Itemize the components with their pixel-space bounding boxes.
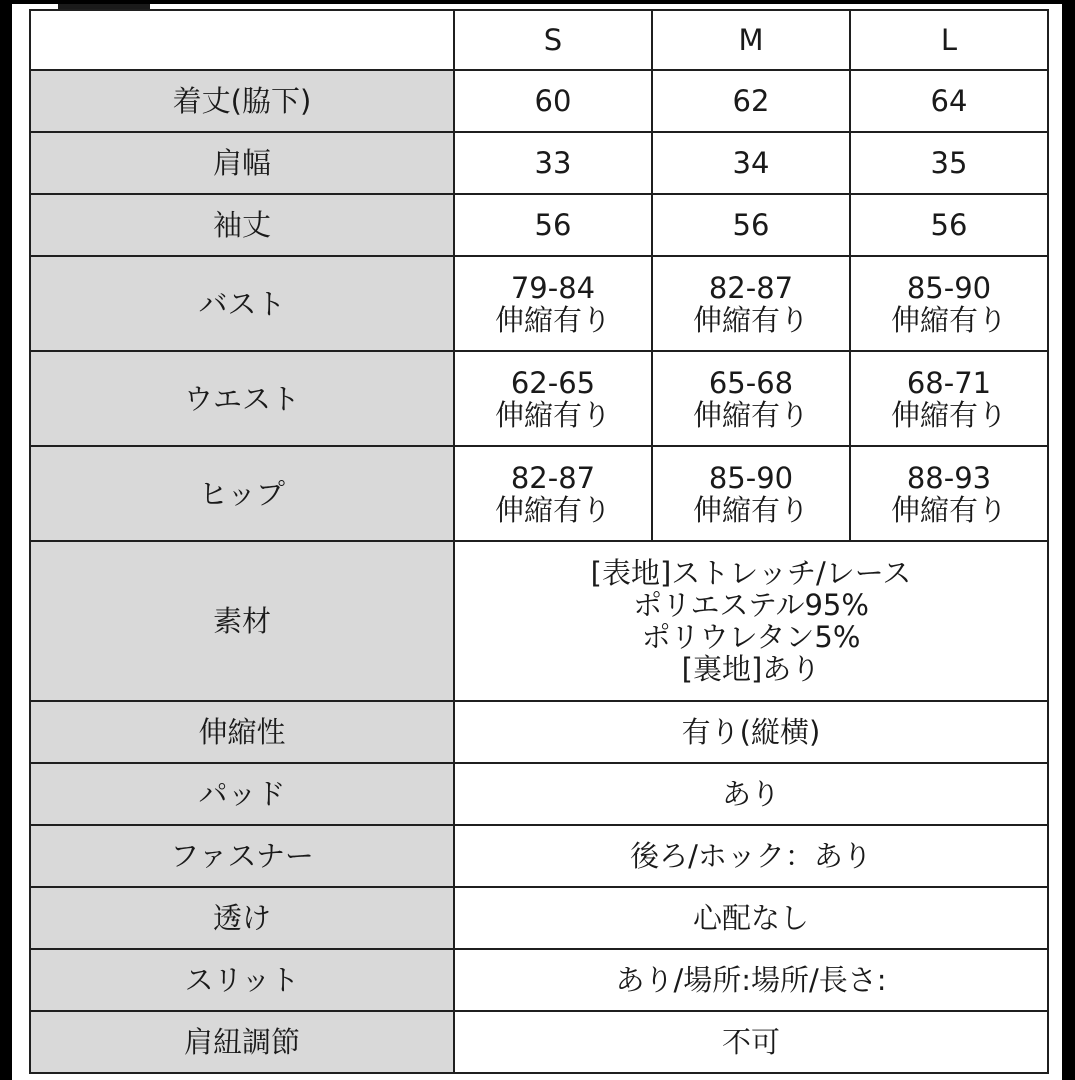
row-label: ウエスト: [30, 351, 454, 446]
material-line: ポリエステル95%: [633, 588, 869, 622]
cell-value: 34: [652, 132, 850, 194]
row-label: スリット: [30, 949, 454, 1011]
cell-value: 56: [454, 194, 652, 256]
cell-value: [454, 351, 652, 446]
row-label: 肩幅: [30, 132, 454, 194]
table-row: [30, 446, 1048, 541]
cell-value: 60: [454, 70, 652, 132]
cell-value: [652, 256, 850, 351]
row-label: 袖丈: [30, 194, 454, 256]
size-l-header: L: [850, 10, 1048, 70]
stretch-note: 伸縮有り: [890, 302, 1007, 337]
stretch-note: 伸縮有り: [890, 397, 1007, 432]
stretch-note: 伸縮有り: [692, 302, 809, 337]
measurement-range: 85-90: [708, 460, 794, 495]
table-row: [30, 70, 1048, 132]
row-label: 着丈(脇下): [30, 70, 454, 132]
row-label: パッド: [30, 763, 454, 825]
table-row: [30, 1011, 1048, 1073]
detail-value: 不可: [454, 1011, 1048, 1073]
material-line: ポリウレタン5%: [641, 620, 861, 654]
cell-value: [850, 351, 1048, 446]
cell-value: [454, 446, 652, 541]
table-row: [30, 825, 1048, 887]
cell-value: [850, 256, 1048, 351]
material-cell: [454, 541, 1048, 701]
cell-value: [454, 256, 652, 351]
table-row: [30, 351, 1048, 446]
stretch-note: 伸縮有り: [692, 492, 809, 527]
header-corner-cell: [30, 10, 454, 70]
detail-value: 心配なし: [454, 887, 1048, 949]
stretch-note: 伸縮有り: [890, 492, 1007, 527]
detail-value: 後ろ/ホック：あり: [454, 825, 1048, 887]
measurement-range: 88-93: [906, 460, 992, 495]
measurement-range: 68-71: [906, 365, 992, 400]
detail-value: 有り(縦横): [454, 701, 1048, 763]
row-label: 伸縮性: [30, 701, 454, 763]
stretch-note: 伸縮有り: [494, 302, 611, 337]
measurement-range: 82-87: [708, 270, 794, 305]
cell-value: [652, 446, 850, 541]
table-row: [30, 256, 1048, 351]
stretch-note: 伸縮有り: [494, 492, 611, 527]
table-row: [30, 949, 1048, 1011]
row-label: 肩紐調節: [30, 1011, 454, 1073]
row-label: バスト: [30, 256, 454, 351]
material-line: [表地]ストレッチ/レース: [590, 556, 912, 590]
size-s-header: S: [454, 10, 652, 70]
material-line: [裏地]あり: [681, 652, 821, 686]
size-m-header: M: [652, 10, 850, 70]
size-chart-table: [29, 9, 1049, 1074]
row-label: 素材: [30, 541, 454, 701]
stretch-note: 伸縮有り: [494, 397, 611, 432]
measurement-range: 79-84: [510, 270, 596, 305]
detail-value: あり/場所:場所/長さ:: [454, 949, 1048, 1011]
cell-value: 33: [454, 132, 652, 194]
measurement-range: 85-90: [906, 270, 992, 305]
cell-value: [850, 446, 1048, 541]
row-label: ヒップ: [30, 446, 454, 541]
measurement-range: 62-65: [510, 365, 596, 400]
cell-value: [652, 351, 850, 446]
table-row: [30, 887, 1048, 949]
table-row: [30, 541, 1048, 701]
table-row: [30, 194, 1048, 256]
table-row: [30, 701, 1048, 763]
measurement-range: 82-87: [510, 460, 596, 495]
stretch-note: 伸縮有り: [692, 397, 809, 432]
row-label: 透け: [30, 887, 454, 949]
table-row: [30, 132, 1048, 194]
cell-value: 62: [652, 70, 850, 132]
row-label: ファスナー: [30, 825, 454, 887]
header-row: [30, 10, 1048, 70]
cell-value: 35: [850, 132, 1048, 194]
detail-value: あり: [454, 763, 1048, 825]
table-row: [30, 763, 1048, 825]
cell-value: 56: [652, 194, 850, 256]
cell-value: 64: [850, 70, 1048, 132]
cell-value: 56: [850, 194, 1048, 256]
measurement-range: 65-68: [708, 365, 794, 400]
